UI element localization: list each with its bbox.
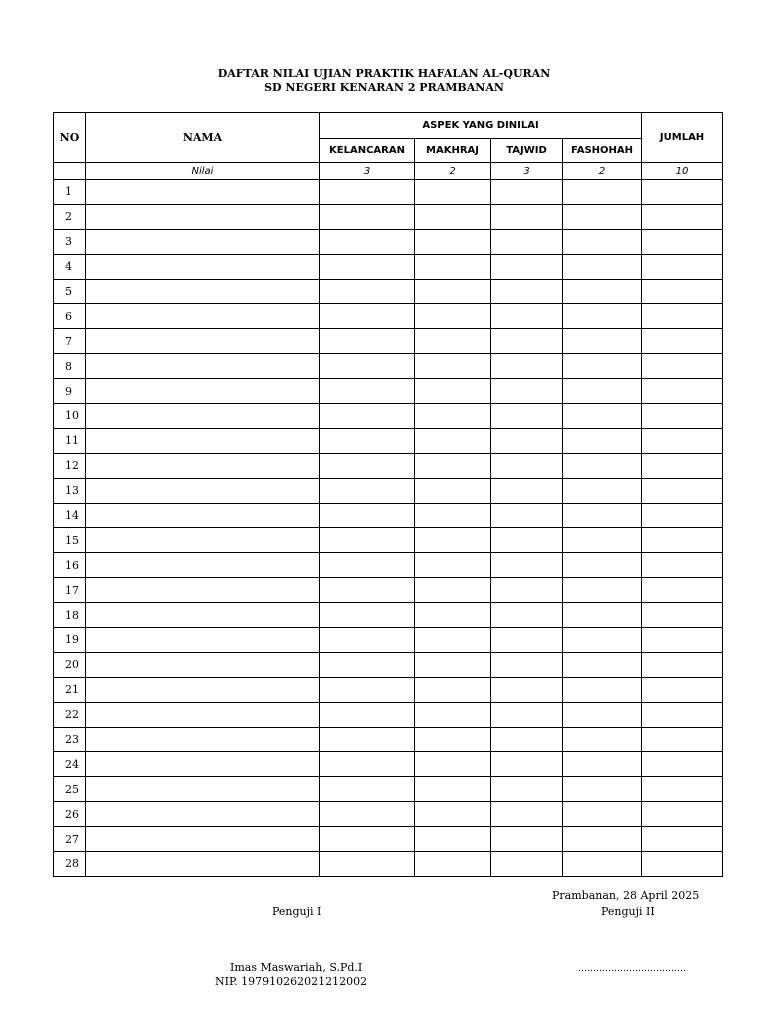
row-makhraj: [415, 628, 491, 653]
row-fashohah: [563, 827, 642, 852]
row-jumlah: [642, 677, 723, 702]
row-number: 11: [54, 428, 86, 453]
row-kelancaran: [320, 553, 415, 578]
row-nama: [86, 404, 320, 429]
row-jumlah: [642, 727, 723, 752]
row-jumlah: [642, 827, 723, 852]
row-number: 13: [54, 478, 86, 503]
row-nama: [86, 453, 320, 478]
row-tajwid: [491, 827, 563, 852]
row-tajwid: [491, 628, 563, 653]
row-makhraj: [415, 727, 491, 752]
row-jumlah: [642, 702, 723, 727]
nilai-cell-no: [54, 163, 86, 180]
row-fashohah: [563, 279, 642, 304]
row-number: 16: [54, 553, 86, 578]
row-nama: [86, 827, 320, 852]
row-makhraj: [415, 752, 491, 777]
table-row: [54, 204, 723, 229]
score-table: [53, 112, 723, 877]
row-tajwid: [491, 379, 563, 404]
table-row: [54, 404, 723, 429]
row-makhraj: [415, 827, 491, 852]
penguji2-signature-line: ………………………………: [578, 964, 686, 974]
row-fashohah: [563, 603, 642, 628]
row-fashohah: [563, 503, 642, 528]
table-row: [54, 329, 723, 354]
row-makhraj: [415, 379, 491, 404]
table-row: [54, 180, 723, 205]
row-tajwid: [491, 304, 563, 329]
row-kelancaran: [320, 677, 415, 702]
row-kelancaran: [320, 229, 415, 254]
row-number: 10: [54, 404, 86, 429]
row-jumlah: [642, 279, 723, 304]
row-fashohah: [563, 404, 642, 429]
row-tajwid: [491, 652, 563, 677]
row-fashohah: [563, 677, 642, 702]
row-makhraj: [415, 329, 491, 354]
row-kelancaran: [320, 802, 415, 827]
row-makhraj: [415, 603, 491, 628]
row-makhraj: [415, 503, 491, 528]
row-number: 15: [54, 528, 86, 553]
row-tajwid: [491, 677, 563, 702]
row-tajwid: [491, 254, 563, 279]
row-nama: [86, 628, 320, 653]
row-nama: [86, 727, 320, 752]
row-jumlah: [642, 478, 723, 503]
row-tajwid: [491, 204, 563, 229]
row-nama: [86, 279, 320, 304]
row-tajwid: [491, 180, 563, 205]
row-jumlah: [642, 379, 723, 404]
penguji1-name: Imas Maswariah, S.Pd.I: [230, 961, 363, 974]
row-number: 5: [54, 279, 86, 304]
table-row: [54, 528, 723, 553]
row-number: 17: [54, 578, 86, 603]
penguji2-label: Penguji II: [601, 905, 655, 918]
nilai-tajwid: 3: [491, 163, 563, 180]
row-kelancaran: [320, 578, 415, 603]
col-header-kelancaran: KELANCARAN: [320, 139, 415, 163]
row-kelancaran: [320, 603, 415, 628]
row-kelancaran: [320, 180, 415, 205]
table-row: [54, 553, 723, 578]
row-number: 2: [54, 204, 86, 229]
row-kelancaran: [320, 254, 415, 279]
row-number: 3: [54, 229, 86, 254]
row-nama: [86, 304, 320, 329]
row-number: 21: [54, 677, 86, 702]
row-makhraj: [415, 528, 491, 553]
row-makhraj: [415, 254, 491, 279]
row-kelancaran: [320, 329, 415, 354]
row-makhraj: [415, 279, 491, 304]
row-nama: [86, 578, 320, 603]
nilai-row: [54, 163, 723, 180]
penguji1-label: Penguji I: [272, 905, 322, 918]
row-fashohah: [563, 304, 642, 329]
row-tajwid: [491, 553, 563, 578]
row-tajwid: [491, 428, 563, 453]
row-jumlah: [642, 503, 723, 528]
row-fashohah: [563, 229, 642, 254]
row-nama: [86, 777, 320, 802]
nilai-total: 10: [642, 163, 723, 180]
table-row: [54, 279, 723, 304]
row-number: 24: [54, 752, 86, 777]
col-header-fashohah: FASHOHAH: [563, 139, 642, 163]
row-fashohah: [563, 453, 642, 478]
table-row: [54, 752, 723, 777]
row-tajwid: [491, 503, 563, 528]
row-jumlah: [642, 852, 723, 877]
row-nama: [86, 354, 320, 379]
row-jumlah: [642, 578, 723, 603]
table-row: [54, 652, 723, 677]
table-row: [54, 453, 723, 478]
row-number: 7: [54, 329, 86, 354]
table-row: [54, 354, 723, 379]
table-row: [54, 852, 723, 877]
document-title: DAFTAR NILAI UJIAN PRAKTIK HAFALAN AL-QURAN: [217, 67, 551, 80]
table-row: [54, 802, 723, 827]
table-row: [54, 304, 723, 329]
row-makhraj: [415, 677, 491, 702]
row-tajwid: [491, 578, 563, 603]
row-kelancaran: [320, 478, 415, 503]
table-row: [54, 702, 723, 727]
row-jumlah: [642, 254, 723, 279]
row-nama: [86, 652, 320, 677]
row-tajwid: [491, 752, 563, 777]
row-makhraj: [415, 404, 491, 429]
row-fashohah: [563, 354, 642, 379]
row-number: 26: [54, 802, 86, 827]
table-row: [54, 727, 723, 752]
row-fashohah: [563, 727, 642, 752]
table-row: [54, 229, 723, 254]
row-nama: [86, 428, 320, 453]
row-nama: [86, 180, 320, 205]
row-jumlah: [642, 229, 723, 254]
row-makhraj: [415, 852, 491, 877]
row-makhraj: [415, 180, 491, 205]
row-number: 14: [54, 503, 86, 528]
row-kelancaran: [320, 379, 415, 404]
row-fashohah: [563, 852, 642, 877]
row-makhraj: [415, 777, 491, 802]
row-jumlah: [642, 180, 723, 205]
row-tajwid: [491, 229, 563, 254]
row-jumlah: [642, 528, 723, 553]
row-kelancaran: [320, 503, 415, 528]
table-row: [54, 677, 723, 702]
row-number: 4: [54, 254, 86, 279]
row-nama: [86, 229, 320, 254]
row-jumlah: [642, 304, 723, 329]
row-number: 9: [54, 379, 86, 404]
table-row: [54, 254, 723, 279]
row-nama: [86, 528, 320, 553]
table-row: [54, 428, 723, 453]
row-tajwid: [491, 528, 563, 553]
row-kelancaran: [320, 777, 415, 802]
table-row: [54, 827, 723, 852]
row-fashohah: [563, 254, 642, 279]
nilai-makhraj: 2: [415, 163, 491, 180]
row-tajwid: [491, 453, 563, 478]
penguji1-nip: NIP. 197910262021212002: [215, 975, 368, 988]
row-makhraj: [415, 553, 491, 578]
table-row: [54, 578, 723, 603]
row-nama: [86, 677, 320, 702]
row-number: 23: [54, 727, 86, 752]
row-kelancaran: [320, 404, 415, 429]
row-jumlah: [642, 752, 723, 777]
row-tajwid: [491, 802, 563, 827]
row-tajwid: [491, 727, 563, 752]
row-kelancaran: [320, 628, 415, 653]
row-kelancaran: [320, 204, 415, 229]
col-header-makhraj: MAKHRAJ: [415, 139, 491, 163]
row-makhraj: [415, 652, 491, 677]
row-fashohah: [563, 702, 642, 727]
row-kelancaran: [320, 304, 415, 329]
row-makhraj: [415, 702, 491, 727]
row-makhraj: [415, 478, 491, 503]
row-fashohah: [563, 752, 642, 777]
row-jumlah: [642, 777, 723, 802]
row-number: 22: [54, 702, 86, 727]
row-jumlah: [642, 354, 723, 379]
table-row: [54, 379, 723, 404]
row-jumlah: [642, 428, 723, 453]
row-fashohah: [563, 777, 642, 802]
row-fashohah: [563, 578, 642, 603]
col-header-nama: NAMA: [86, 113, 320, 163]
row-fashohah: [563, 478, 642, 503]
row-makhraj: [415, 578, 491, 603]
row-number: 6: [54, 304, 86, 329]
table-row: [54, 628, 723, 653]
place-date: Prambanan, 28 April 2025: [552, 889, 700, 902]
row-jumlah: [642, 329, 723, 354]
row-nama: [86, 254, 320, 279]
row-kelancaran: [320, 354, 415, 379]
row-nama: [86, 702, 320, 727]
row-kelancaran: [320, 702, 415, 727]
row-nama: [86, 553, 320, 578]
row-jumlah: [642, 204, 723, 229]
row-makhraj: [415, 802, 491, 827]
row-tajwid: [491, 478, 563, 503]
row-number: 8: [54, 354, 86, 379]
row-nama: [86, 802, 320, 827]
table-row: [54, 478, 723, 503]
row-jumlah: [642, 628, 723, 653]
row-nama: [86, 204, 320, 229]
row-fashohah: [563, 802, 642, 827]
row-fashohah: [563, 379, 642, 404]
nilai-kelancaran: 3: [320, 163, 415, 180]
col-header-aspek: ASPEK YANG DINILAI: [320, 113, 642, 139]
row-tajwid: [491, 852, 563, 877]
nilai-label: Nilai: [86, 163, 320, 180]
row-tajwid: [491, 279, 563, 304]
row-number: 18: [54, 603, 86, 628]
row-number: 28: [54, 852, 86, 877]
col-header-tajwid: TAJWID: [491, 139, 563, 163]
row-kelancaran: [320, 453, 415, 478]
row-makhraj: [415, 453, 491, 478]
row-fashohah: [563, 329, 642, 354]
row-fashohah: [563, 428, 642, 453]
table-row: [54, 777, 723, 802]
school-name: SD NEGERI KENARAN 2 PRAMBANAN: [264, 81, 504, 94]
row-makhraj: [415, 304, 491, 329]
row-jumlah: [642, 603, 723, 628]
row-nama: [86, 329, 320, 354]
row-makhraj: [415, 204, 491, 229]
row-fashohah: [563, 652, 642, 677]
row-kelancaran: [320, 528, 415, 553]
row-tajwid: [491, 702, 563, 727]
row-fashohah: [563, 553, 642, 578]
row-kelancaran: [320, 827, 415, 852]
row-tajwid: [491, 603, 563, 628]
row-number: 25: [54, 777, 86, 802]
row-nama: [86, 852, 320, 877]
row-number: 19: [54, 628, 86, 653]
row-makhraj: [415, 428, 491, 453]
row-nama: [86, 603, 320, 628]
row-fashohah: [563, 204, 642, 229]
row-tajwid: [491, 329, 563, 354]
row-nama: [86, 478, 320, 503]
row-jumlah: [642, 802, 723, 827]
row-fashohah: [563, 528, 642, 553]
nilai-fashohah: 2: [563, 163, 642, 180]
row-kelancaran: [320, 652, 415, 677]
row-number: 12: [54, 453, 86, 478]
row-jumlah: [642, 652, 723, 677]
row-nama: [86, 379, 320, 404]
row-number: 1: [54, 180, 86, 205]
row-number: 27: [54, 827, 86, 852]
row-tajwid: [491, 777, 563, 802]
row-nama: [86, 752, 320, 777]
row-kelancaran: [320, 852, 415, 877]
table-row: [54, 603, 723, 628]
table-row: [54, 503, 723, 528]
row-kelancaran: [320, 428, 415, 453]
row-jumlah: [642, 453, 723, 478]
row-jumlah: [642, 553, 723, 578]
row-tajwid: [491, 354, 563, 379]
row-tajwid: [491, 404, 563, 429]
row-kelancaran: [320, 752, 415, 777]
row-jumlah: [642, 404, 723, 429]
row-number: 20: [54, 652, 86, 677]
row-nama: [86, 503, 320, 528]
col-header-no: NO: [54, 113, 86, 163]
row-makhraj: [415, 229, 491, 254]
row-fashohah: [563, 180, 642, 205]
row-kelancaran: [320, 727, 415, 752]
row-kelancaran: [320, 279, 415, 304]
row-makhraj: [415, 354, 491, 379]
col-header-jumlah: JUMLAH: [642, 113, 723, 163]
row-fashohah: [563, 628, 642, 653]
